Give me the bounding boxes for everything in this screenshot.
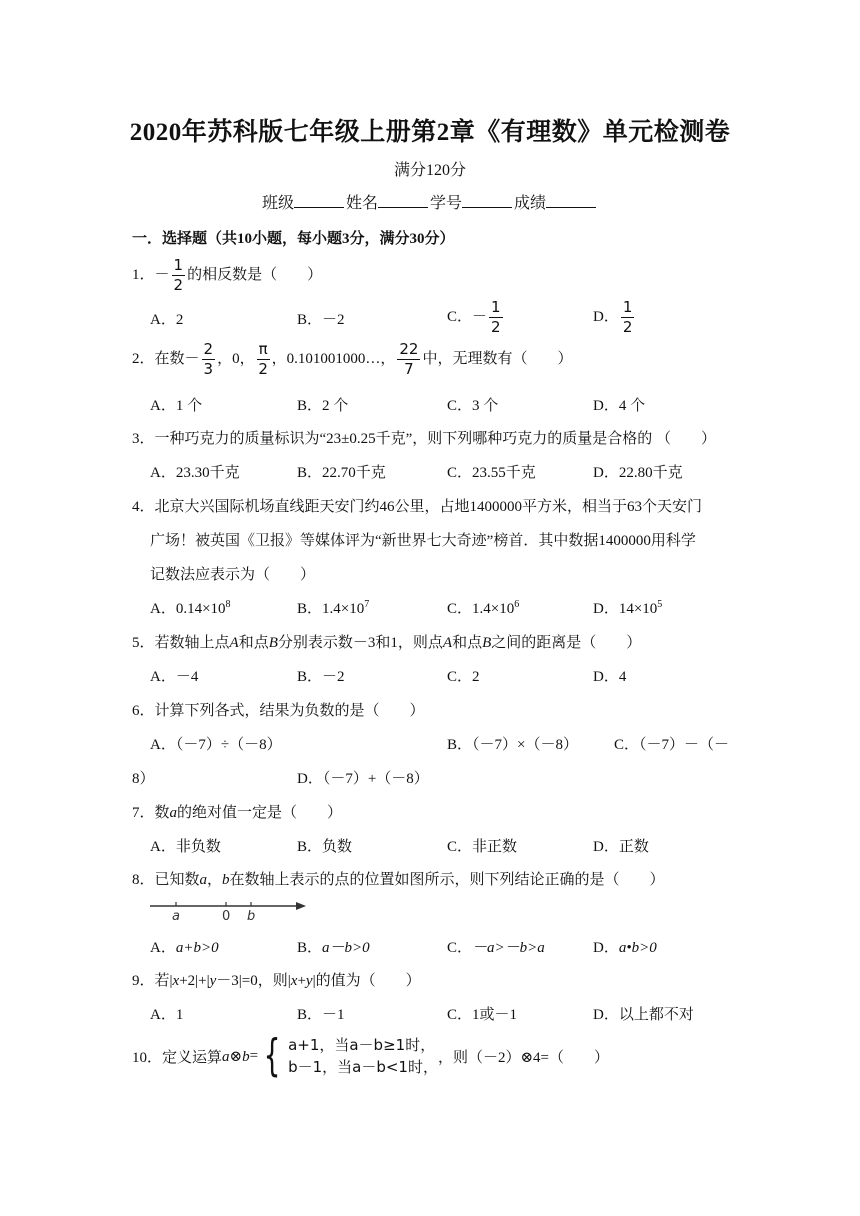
q1-option-b: B．－2 (297, 312, 345, 328)
q2-f1-den: 3 (203, 360, 214, 378)
q5-var-b: B (268, 635, 278, 651)
q8-var-a: a (199, 872, 208, 888)
q5-option-b: B．－2 (297, 669, 345, 685)
student-info-line (0, 190, 860, 213)
q9-option-b: B．－1 (297, 1007, 345, 1023)
q3-option-a: A．23.30千克 (150, 465, 240, 481)
q9-t0: 9．若| (132, 973, 173, 989)
q7-var: a (169, 805, 178, 821)
q1-fraction (172, 258, 186, 293)
q10-case-2: b－1，当a－b<1时， (288, 1058, 438, 1076)
q4-b-exp: 7 (364, 599, 370, 610)
q8-p2: ， (207, 872, 223, 888)
q6-option-a: A．（－7）÷（－8） (150, 737, 282, 753)
q8-b-math: a－b>0 (322, 940, 370, 956)
q4-d-exp: 5 (657, 599, 663, 610)
q2-f2-num: π (258, 340, 268, 358)
q2-fraction-1 (202, 342, 216, 377)
number-line-figure (146, 896, 310, 924)
q9-t4: －3|=0，则| (216, 973, 291, 989)
name-label: 姓名 (345, 195, 378, 212)
q8-option-d (593, 936, 657, 957)
score-label: 成绩 (514, 195, 547, 212)
question-4-line-3: 记数法应表示为（ ） (150, 567, 316, 583)
q5-p4: 和点 (452, 635, 483, 651)
q2-f1-num: 2 (203, 340, 214, 358)
q1-option-c (447, 300, 505, 335)
q8-option-c (447, 936, 545, 957)
q5-option-a: A．－4 (150, 669, 199, 685)
q6-option-c: C．（－7）－（－ (614, 737, 730, 753)
score-blank (546, 193, 596, 208)
q7-option-b: B．负数 (297, 839, 353, 855)
q1-d-fraction (621, 300, 635, 335)
q2-f2-den: 2 (258, 360, 268, 378)
axis-label-zero: 0 (222, 909, 231, 924)
q3-option-d: D．22.80千克 (593, 465, 683, 481)
q3-option-b: B．22.70千克 (297, 465, 386, 481)
q10-piecewise (258, 1030, 438, 1081)
q3-option-c: C．23.55千克 (447, 465, 536, 481)
question-10 (132, 1030, 609, 1081)
q4-c-exp: 6 (514, 599, 520, 610)
question-6: 6．计算下列各式，结果为负数的是（ ） (132, 703, 425, 719)
q9-t6: + (297, 973, 306, 989)
q1-frac-num: 1 (173, 256, 184, 274)
q8-var-b: b (222, 872, 230, 888)
q8-option-a (150, 936, 219, 957)
q2-option-a: A．1 个 (150, 398, 203, 414)
q5-var-a: A (229, 635, 239, 651)
q1-c-den: 2 (491, 318, 501, 336)
question-1 (132, 258, 322, 293)
left-brace-icon: { (263, 1030, 281, 1081)
q1-frac-den: 2 (173, 276, 184, 294)
q1-d-num: 1 (622, 298, 633, 316)
q9-t8: |的值为（ ） (312, 973, 421, 989)
q7-p2: 的绝对值一定是（ ） (177, 805, 343, 821)
q7-option-d: D．正数 (593, 839, 649, 855)
q10-math: a⊗b (222, 1048, 250, 1065)
question-9 (132, 969, 421, 990)
q2-suffix: 中，无理数有（ ） (422, 350, 573, 367)
q5-p1: 5．若数轴上点 (132, 635, 230, 651)
q5-var-b-2: B (482, 635, 492, 651)
q6-option-d: D．（－7）+（－8） (297, 771, 429, 787)
q2-fraction-2 (257, 342, 270, 377)
q8-option-b (297, 936, 370, 957)
q4-option-a (150, 597, 231, 618)
q4-option-b (297, 597, 369, 618)
q5-p5: 之间的距离是（ ） (491, 635, 642, 651)
q1-d-prefix: D． (593, 308, 619, 325)
q7-option-c: C．非正数 (447, 839, 518, 855)
q1-c-prefix: C．－ (447, 308, 488, 325)
q9-option-c: C．1或－1 (447, 1007, 518, 1023)
q7-p1: 7．数 (132, 805, 170, 821)
q8-a-math: a+b>0 (175, 940, 219, 956)
q8-c-math: －a>－b>a (472, 940, 545, 956)
id-blank (462, 193, 512, 208)
q4-b-base: B．1.4×10 (297, 601, 365, 617)
q9-t5: x (290, 973, 298, 989)
q7-option-a: A．非负数 (150, 839, 221, 855)
question-5 (132, 631, 641, 652)
q1-c-num: 1 (491, 298, 501, 316)
question-2 (132, 342, 572, 377)
q8-c-pre: C． (447, 940, 473, 956)
q9-t3: y (209, 973, 217, 989)
q9-t2: +2|+| (179, 973, 210, 989)
q2-option-d: D．4 个 (593, 398, 646, 414)
q2-f3-num: 22 (399, 340, 419, 358)
question-4-line-1: 4．北京大兴国际机场直线距天安门约46公里，占地1400000平方米，相当于63个天安门 (132, 499, 703, 515)
q2-prefix: 2．在数－ (132, 350, 200, 367)
full-score: 满分120分 (393, 162, 466, 179)
section-heading: 一．选择题（共10小题，每小题3分，满分30分） (132, 231, 455, 247)
number-line-arrow (296, 902, 306, 910)
axis-label-a: a (172, 909, 180, 924)
question-3: 3．一种巧克力的质量标识为“23±0.25千克”，则下列哪种巧克力的质量是合格的 （ ） (132, 431, 717, 447)
q2-f3-den: 7 (404, 360, 414, 378)
q9-option-a: A．1 (150, 1007, 184, 1023)
q10-case-1: a+1，当a－b≥1时， (288, 1036, 436, 1054)
q9-t1: x (172, 973, 180, 989)
class-blank (294, 193, 344, 208)
q1-suffix: 的相反数是（ ） (187, 266, 323, 283)
q10-p2: ，则（－2）⊗4=（ ） (437, 1049, 609, 1066)
q1-option-a: A．2 (150, 312, 184, 328)
q8-p1: 8．已知数 (132, 872, 200, 888)
q2-mid1: ，0， (217, 350, 255, 367)
q1-prefix: 1．－ (132, 266, 170, 283)
q1-c-fraction (489, 300, 503, 335)
q2-fraction-3 (397, 342, 420, 377)
page-title: 2020年苏科版七年级上册第2章《有理数》单元检测卷 (129, 119, 731, 146)
q2-mid2: ，0.101001000…， (271, 350, 396, 367)
q8-p3: 在数轴上表示的点的位置如图所示，则下列结论正确的是（ ） (229, 872, 665, 888)
q8-d-pre: D． (593, 940, 619, 956)
class-label: 班级 (261, 195, 294, 212)
question-4-line-2: 广场！被英国《卫报》等媒体评为“新世界七大奇迹”榜首．其中数据1400000用科学 (150, 533, 696, 549)
q8-a-pre: A． (150, 940, 176, 956)
q2-option-b: B．2 个 (297, 398, 349, 414)
q10-eq: = (249, 1047, 259, 1064)
question-7 (132, 801, 342, 822)
q6-option-c-cont: 8） (132, 771, 155, 787)
q1-d-den: 2 (622, 318, 633, 336)
q5-option-c: C．2 (447, 669, 480, 685)
q5-p3: 分别表示数－3和1，则点 (277, 635, 443, 651)
q9-option-d: D．以上都不对 (593, 1007, 694, 1023)
question-8 (132, 868, 665, 889)
q2-option-c: C．3 个 (447, 398, 499, 414)
q8-b-pre: B． (297, 940, 323, 956)
q4-a-base: A．0.14×10 (150, 601, 226, 617)
name-blank (378, 193, 428, 208)
q10-p1: 10．定义运算 (132, 1049, 223, 1066)
q4-d-base: D．14×10 (593, 601, 658, 617)
q5-p2: 和点 (238, 635, 269, 651)
q5-option-d: D．4 (593, 669, 627, 685)
q4-c-base: C．1.4×10 (447, 601, 515, 617)
q9-t7: y (305, 973, 313, 989)
q4-option-c (447, 597, 519, 618)
q8-d-math: a•b>0 (618, 940, 657, 956)
axis-label-b: b (247, 909, 256, 924)
q1-option-d (593, 300, 636, 335)
q6-option-b: B．（－7）×（－8） (447, 737, 578, 753)
q4-option-d (593, 597, 662, 618)
q5-var-a-2: A (442, 635, 453, 651)
q10-cases (288, 1034, 438, 1078)
q4-a-exp: 8 (225, 599, 231, 610)
id-label: 学号 (430, 195, 463, 212)
